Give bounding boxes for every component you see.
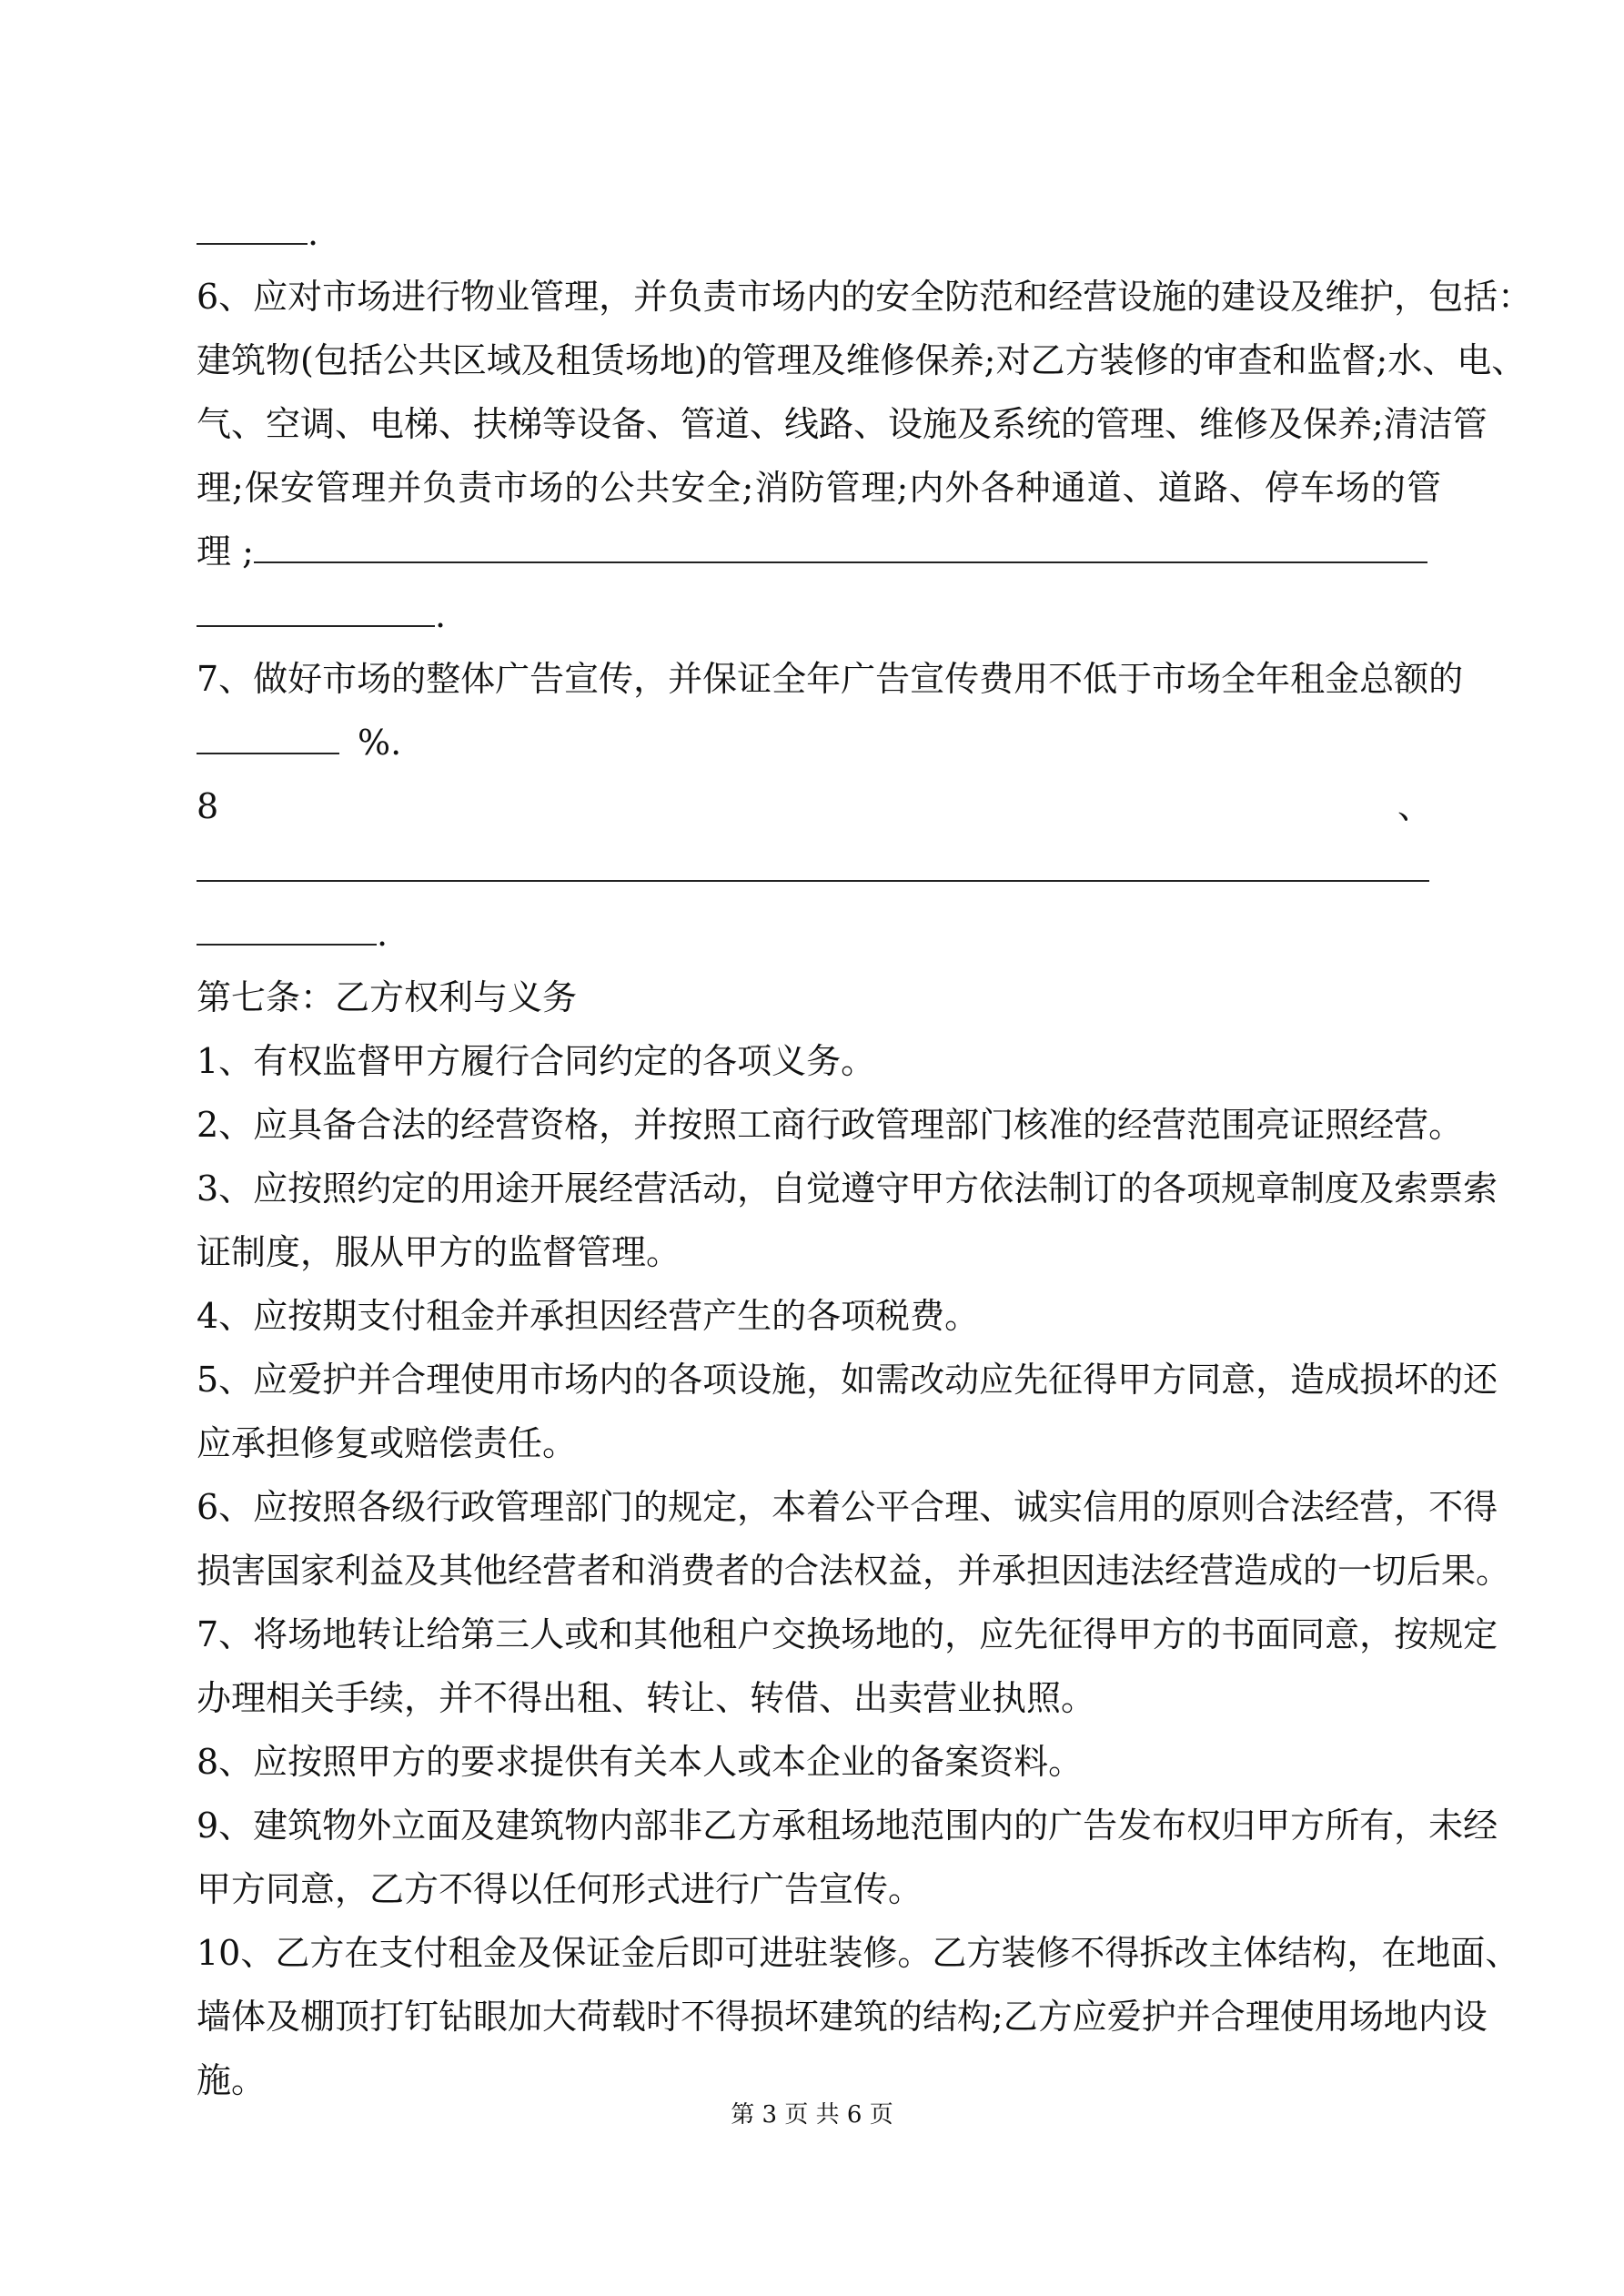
text-line: 9、建筑物外立面及建筑物内部非乙方承租场地范围内的广告发布权归甲方所有，未经 — [197, 1805, 1498, 1846]
text-line: 应承担修复或赔偿责任。 — [197, 1423, 578, 1463]
text-line: 4、应按期支付租金并承担因经营产生的各项税费。 — [197, 1296, 980, 1336]
text-line: 办理相关手续，并不得出租、转让、转借、出卖营业执照。 — [197, 1678, 1096, 1718]
text-line: 3、应按照约定的用途开展经营活动，自觉遵守甲方依法制订的各项规章制度及索票索 — [197, 1168, 1498, 1209]
blank-field — [197, 838, 1429, 882]
blank-field — [197, 583, 435, 627]
text: %. — [358, 723, 402, 763]
text-line: 甲方同意，乙方不得以任何形式进行广告宣传。 — [197, 1869, 923, 1909]
blank-field — [197, 711, 339, 754]
text-line: 8、应按照甲方的要求提供有关本人或本企业的备案资料。 — [197, 1742, 1084, 1782]
text: 、 — [1397, 786, 1432, 826]
text-line: 5、应爱护并合理使用市场内的各项设施，如需改动应先征得甲方同意，造成损坏的还 — [197, 1360, 1498, 1400]
text-line: 6、应按照各级行政管理部门的规定，本着公平合理、诚实信用的原则合法经营，不得 — [197, 1487, 1498, 1527]
text-line: 墙体及棚顶打钉钻眼加大荷载时不得损坏建筑的结构;乙方应爱护并合理使用场地内设 — [197, 1997, 1488, 2037]
page-number: 第 3 页 共 6 页 — [731, 2101, 893, 2129]
fill-blank-line — [197, 201, 1441, 265]
fill-blank-line — [197, 838, 1441, 902]
text-line: 1、有权监督甲方履行合同约定的各项义务。 — [197, 1041, 876, 1081]
document-page — [197, 201, 1533, 2112]
text: . — [308, 213, 319, 253]
fill-blank-line — [197, 583, 1441, 647]
text-line: 理;保安管理并负责市场的公共安全;消防管理;内外各种通道、道路、停车场的管 — [197, 468, 1441, 508]
text: . — [435, 595, 447, 635]
text-line: 10、乙方在支付租金及保证金后即可进驻装修。乙方装修不得拆改主体结构，在地面、 — [197, 1933, 1520, 1973]
blank-field — [254, 520, 1427, 563]
text: . — [377, 914, 388, 954]
text-line: 6、应对市场进行物业管理，并负责市场内的安全防范和经营设施的建设及维护，包括： — [197, 277, 1533, 317]
text-line: 7、做好市场的整体广告宣传，并保证全年广告宣传费用不低于市场全年租金总额的 — [197, 659, 1464, 699]
text-line: 7、将场地转让给第三人或和其他租户交换场地的，应先征得甲方的书面同意，按规定 — [197, 1614, 1498, 1654]
text-line: 施。 — [197, 2060, 267, 2100]
fill-blank-line — [197, 520, 1441, 583]
text: 理 ; — [197, 531, 254, 571]
text-line: 2、应具备合法的经营资格，并按照工商行政管理部门核准的经营范围亮证照经营。 — [197, 1105, 1464, 1145]
item-number: 8 — [197, 786, 219, 826]
item-8-line — [197, 774, 1441, 838]
section-heading: 第七条：乙方权利与义务 — [197, 977, 578, 1017]
fill-blank-line — [197, 711, 1441, 774]
blank-field — [197, 201, 308, 245]
blank-field — [197, 902, 377, 946]
fill-blank-line — [197, 902, 1441, 966]
text-line: 气、空调、电梯、扶梯等设备、管道、线路、设施及系统的管理、维修及保养;清洁管 — [197, 404, 1488, 444]
text-line: 损害国家利益及其他经营者和消费者的合法权益，并承担因违法经营造成的一切后果。 — [197, 1551, 1511, 1591]
text-line: 建筑物(包括公共区域及租赁场地)的管理及维修保养;对乙方装修的审查和监督;水、电、 — [197, 340, 1527, 380]
text-line: 证制度，服从甲方的监督管理。 — [197, 1232, 681, 1272]
